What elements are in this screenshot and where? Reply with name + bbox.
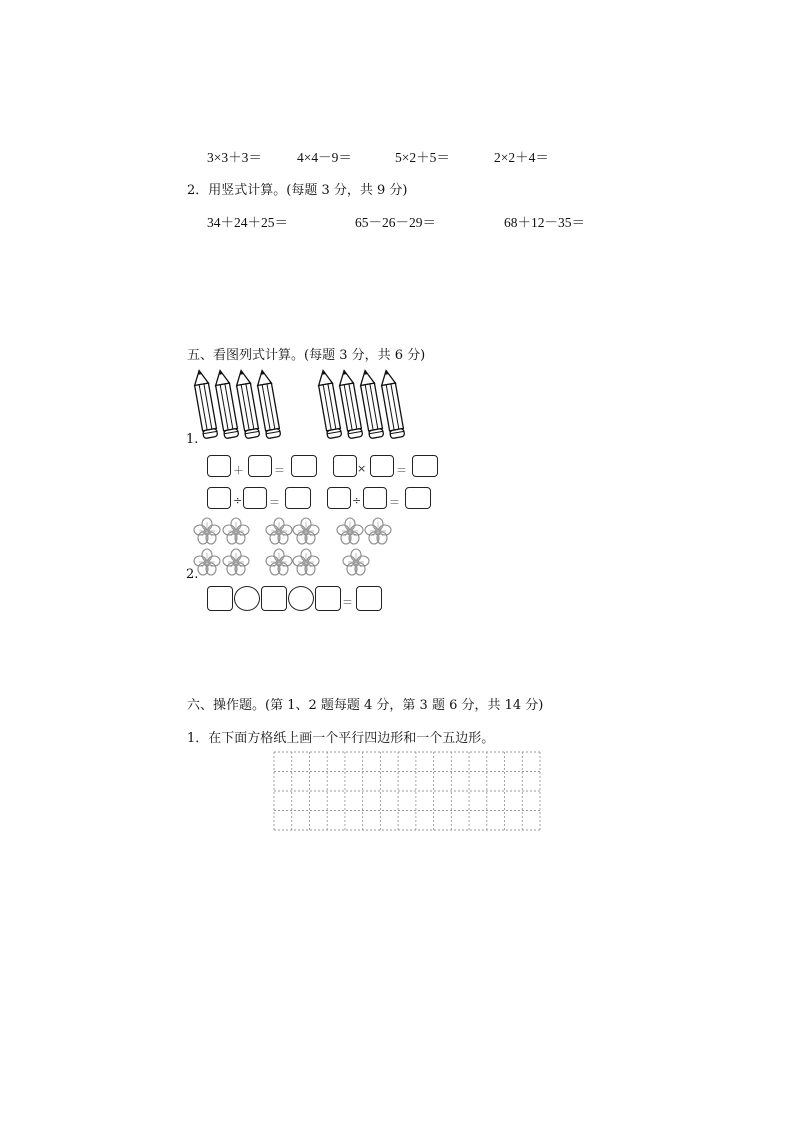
answer-box[interactable] [370,455,394,477]
flower-groups [190,515,400,585]
section-6-heading: 六、操作题。(第 1、2 题每题 4 分，第 3 题 6 分，共 14 分) [187,698,544,713]
vertical-calc-1: 34＋24＋25＝ [207,215,288,230]
answer-box[interactable] [412,455,438,477]
oral-calc-4: 2×2＋4＝ [494,150,549,165]
divide-sign: ÷ [233,494,243,507]
answer-box[interactable] [243,487,267,509]
answer-box[interactable] [207,487,231,509]
pencil-group-right [318,370,408,442]
equals-sign: ＝ [396,464,407,477]
vertical-calc-3: 68＋12－35＝ [504,215,585,230]
answer-box[interactable] [405,487,431,509]
multiply-sign: × [357,462,367,475]
operator-circle[interactable] [288,586,314,611]
answer-box[interactable] [261,586,287,611]
pencil-group-left [194,370,284,442]
answer-box[interactable] [248,455,272,477]
answer-box[interactable] [356,586,382,611]
answer-box[interactable] [315,586,341,611]
answer-box[interactable] [327,487,351,509]
equals-sign: ＝ [342,596,353,609]
question-6-1-text: 1．在下面方格纸上画一个平行四边形和一个五边形。 [187,731,495,746]
question-2-heading: 2．用竖式计算。(每题 3 分，共 9 分) [187,183,408,198]
plus-sign: ＋ [233,464,244,477]
answer-box[interactable] [207,455,231,477]
oral-calc-1: 3×3＋3＝ [207,150,262,165]
question-5-2-label: 2. [186,567,199,582]
equals-sign: ＝ [269,496,280,509]
answer-box[interactable] [333,455,357,477]
oral-calc-3: 5×2＋5＝ [395,150,450,165]
answer-box[interactable] [207,586,233,611]
answer-box[interactable] [363,487,387,509]
operator-circle[interactable] [234,586,260,611]
divide-sign: ÷ [352,494,362,507]
answer-box[interactable] [285,487,311,509]
answer-box[interactable] [291,455,317,477]
grid-paper[interactable] [273,751,541,831]
oral-calc-2: 4×4－9＝ [297,150,352,165]
question-5-1-label: 1. [186,432,199,447]
equals-sign: ＝ [274,464,285,477]
equals-sign: ＝ [389,496,400,509]
vertical-calc-2: 65－26－29＝ [355,215,436,230]
section-5-heading: 五、看图列式计算。(每题 3 分，共 6 分) [187,348,426,363]
